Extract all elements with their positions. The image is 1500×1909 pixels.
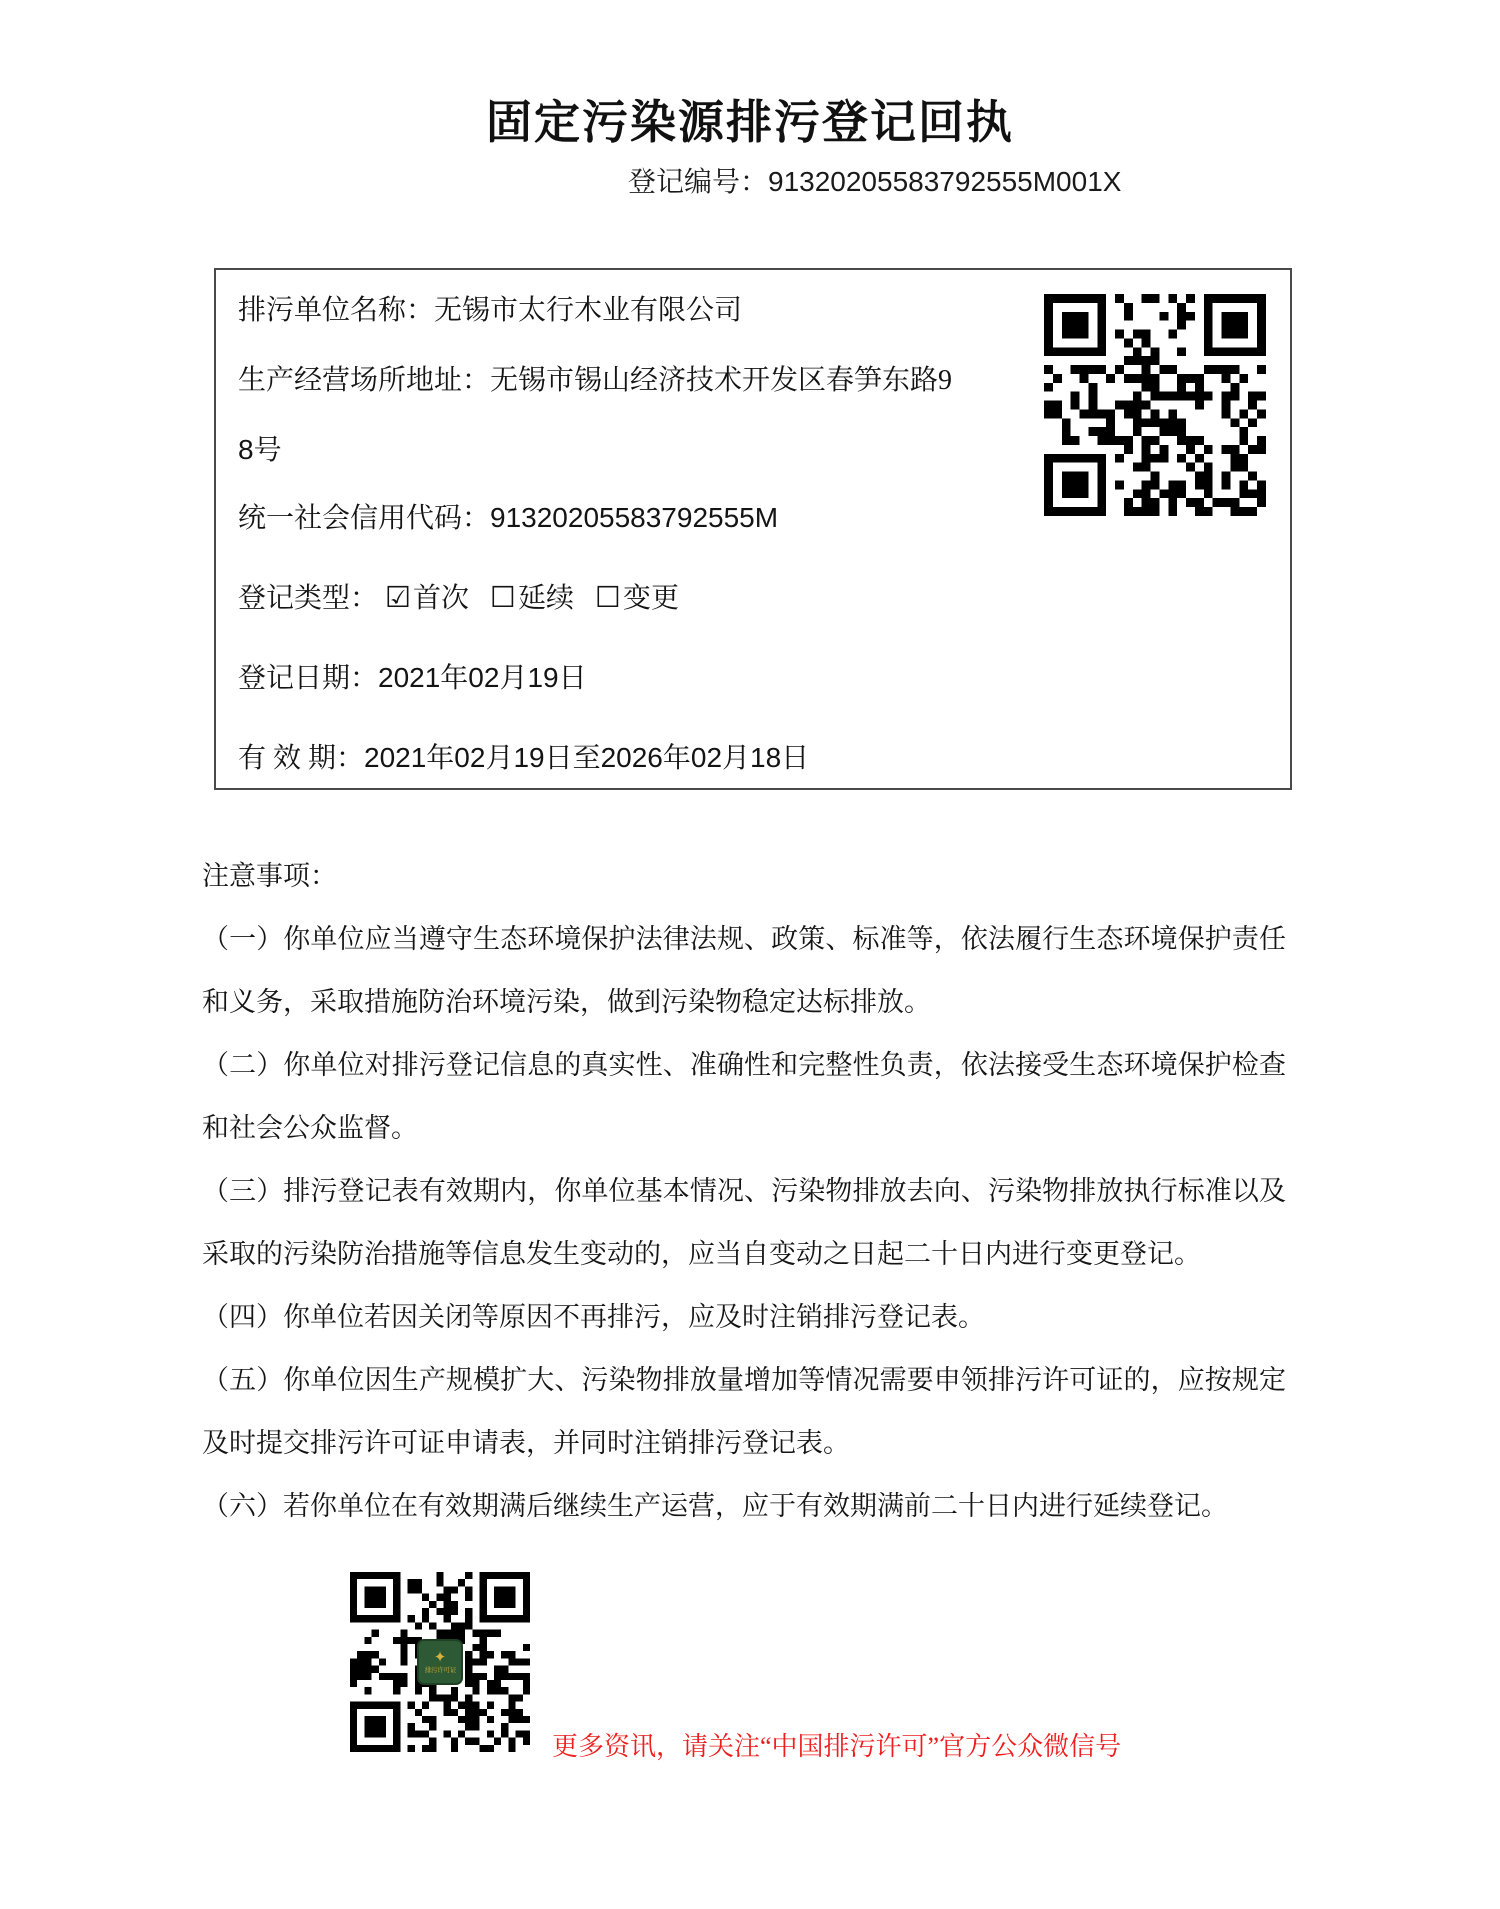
page-title: 固定污染源排污登记回执 bbox=[486, 97, 1014, 148]
address-label: 生产经营场所地址： bbox=[238, 365, 491, 396]
registration-qr-code bbox=[1044, 294, 1266, 516]
registration-type-label: 登记类型： bbox=[238, 583, 379, 614]
national-emblem-icon: ✦ bbox=[433, 1649, 447, 1666]
note-item-6: （六）若你单位在有效期满后继续生产运营，应于有效期满前二十日内进行延续登记。 bbox=[202, 1491, 1228, 1521]
checkbox-renewal bbox=[490, 580, 575, 614]
wechat-followup-note: 更多资讯，请关注“中国排污许可”官方公众微信号 bbox=[552, 1732, 1122, 1761]
checkbox-first-time-label: 首次 bbox=[413, 583, 470, 614]
unit-name-value: 无锡市太行木业有限公司 bbox=[434, 295, 743, 326]
validity-period-row bbox=[238, 736, 809, 776]
unchecked-checkbox-icon: ☐ bbox=[490, 580, 517, 614]
checkbox-change-label: 变更 bbox=[623, 583, 680, 614]
registration-info-box bbox=[214, 268, 1292, 790]
registration-type-row bbox=[238, 576, 693, 616]
registration-number: 登记编号：91320205583792555M001X bbox=[628, 166, 1122, 197]
note-item-5: （五）你单位因生产规模扩大、污染物排放量增加等情况需要申领排污许可证的，应按规定及时提交排污许可证申请表，并同时注销排污登记表。 bbox=[202, 1365, 1286, 1458]
note-item-3: （三）排污登记表有效期内，你单位基本情况、污染物排放去向、污染物排放执行标准以及采取的污染防治措施等信息发生变动的，应当自变动之日起二十日内进行变更登记。 bbox=[202, 1176, 1286, 1269]
permit-logo bbox=[417, 1639, 463, 1685]
address-value-line1: 无锡市锡山经济技术开发区春笋东路9 bbox=[490, 365, 953, 396]
credit-code-row bbox=[238, 496, 778, 536]
address-row-wrap bbox=[238, 428, 282, 468]
registration-date-label: 登记日期： bbox=[238, 663, 379, 694]
wechat-qr-code bbox=[350, 1572, 530, 1752]
note-item-4: （四）你单位若因关闭等原因不再排污，应及时注销排污登记表。 bbox=[202, 1302, 985, 1332]
checkbox-renewal-label: 延续 bbox=[518, 583, 575, 614]
note-item-2: （二）你单位对排污登记信息的真实性、准确性和完整性负责，依法接受生态环境保护检查和社会公众监督。 bbox=[202, 1050, 1286, 1143]
unchecked-checkbox-icon: ☐ bbox=[595, 580, 622, 614]
credit-code-value: 91320205583792555M bbox=[490, 502, 779, 533]
notes-heading: 注意事项： bbox=[202, 861, 337, 891]
notes-section bbox=[202, 845, 1286, 1538]
checked-checkbox-icon: ☑ bbox=[385, 580, 412, 614]
registration-date-value: 2021年02月19日 bbox=[378, 662, 587, 693]
address-row bbox=[238, 358, 952, 398]
checkbox-first-time bbox=[385, 580, 470, 614]
checkbox-change bbox=[595, 580, 680, 614]
validity-period-value: 2021年02月19日至2026年02月18日 bbox=[364, 742, 810, 773]
registration-date-row bbox=[238, 656, 587, 696]
unit-name-row bbox=[238, 288, 742, 328]
qr-code-image bbox=[1044, 294, 1266, 516]
credit-code-label: 统一社会信用代码： bbox=[238, 503, 491, 534]
note-item-1: （一）你单位应当遵守生态环境保护法律法规、政策、标准等，依法履行生态环境保护责任和义务，采取措施防治环境污染，做到污染物稳定达标排放。 bbox=[202, 924, 1286, 1017]
unit-name-label: 排污单位名称： bbox=[238, 295, 435, 326]
validity-period-label: 有 效 期： bbox=[238, 743, 365, 774]
permit-logo-label: 排污许可证 bbox=[424, 1665, 456, 1674]
address-value-line2: 8号 bbox=[238, 434, 282, 465]
